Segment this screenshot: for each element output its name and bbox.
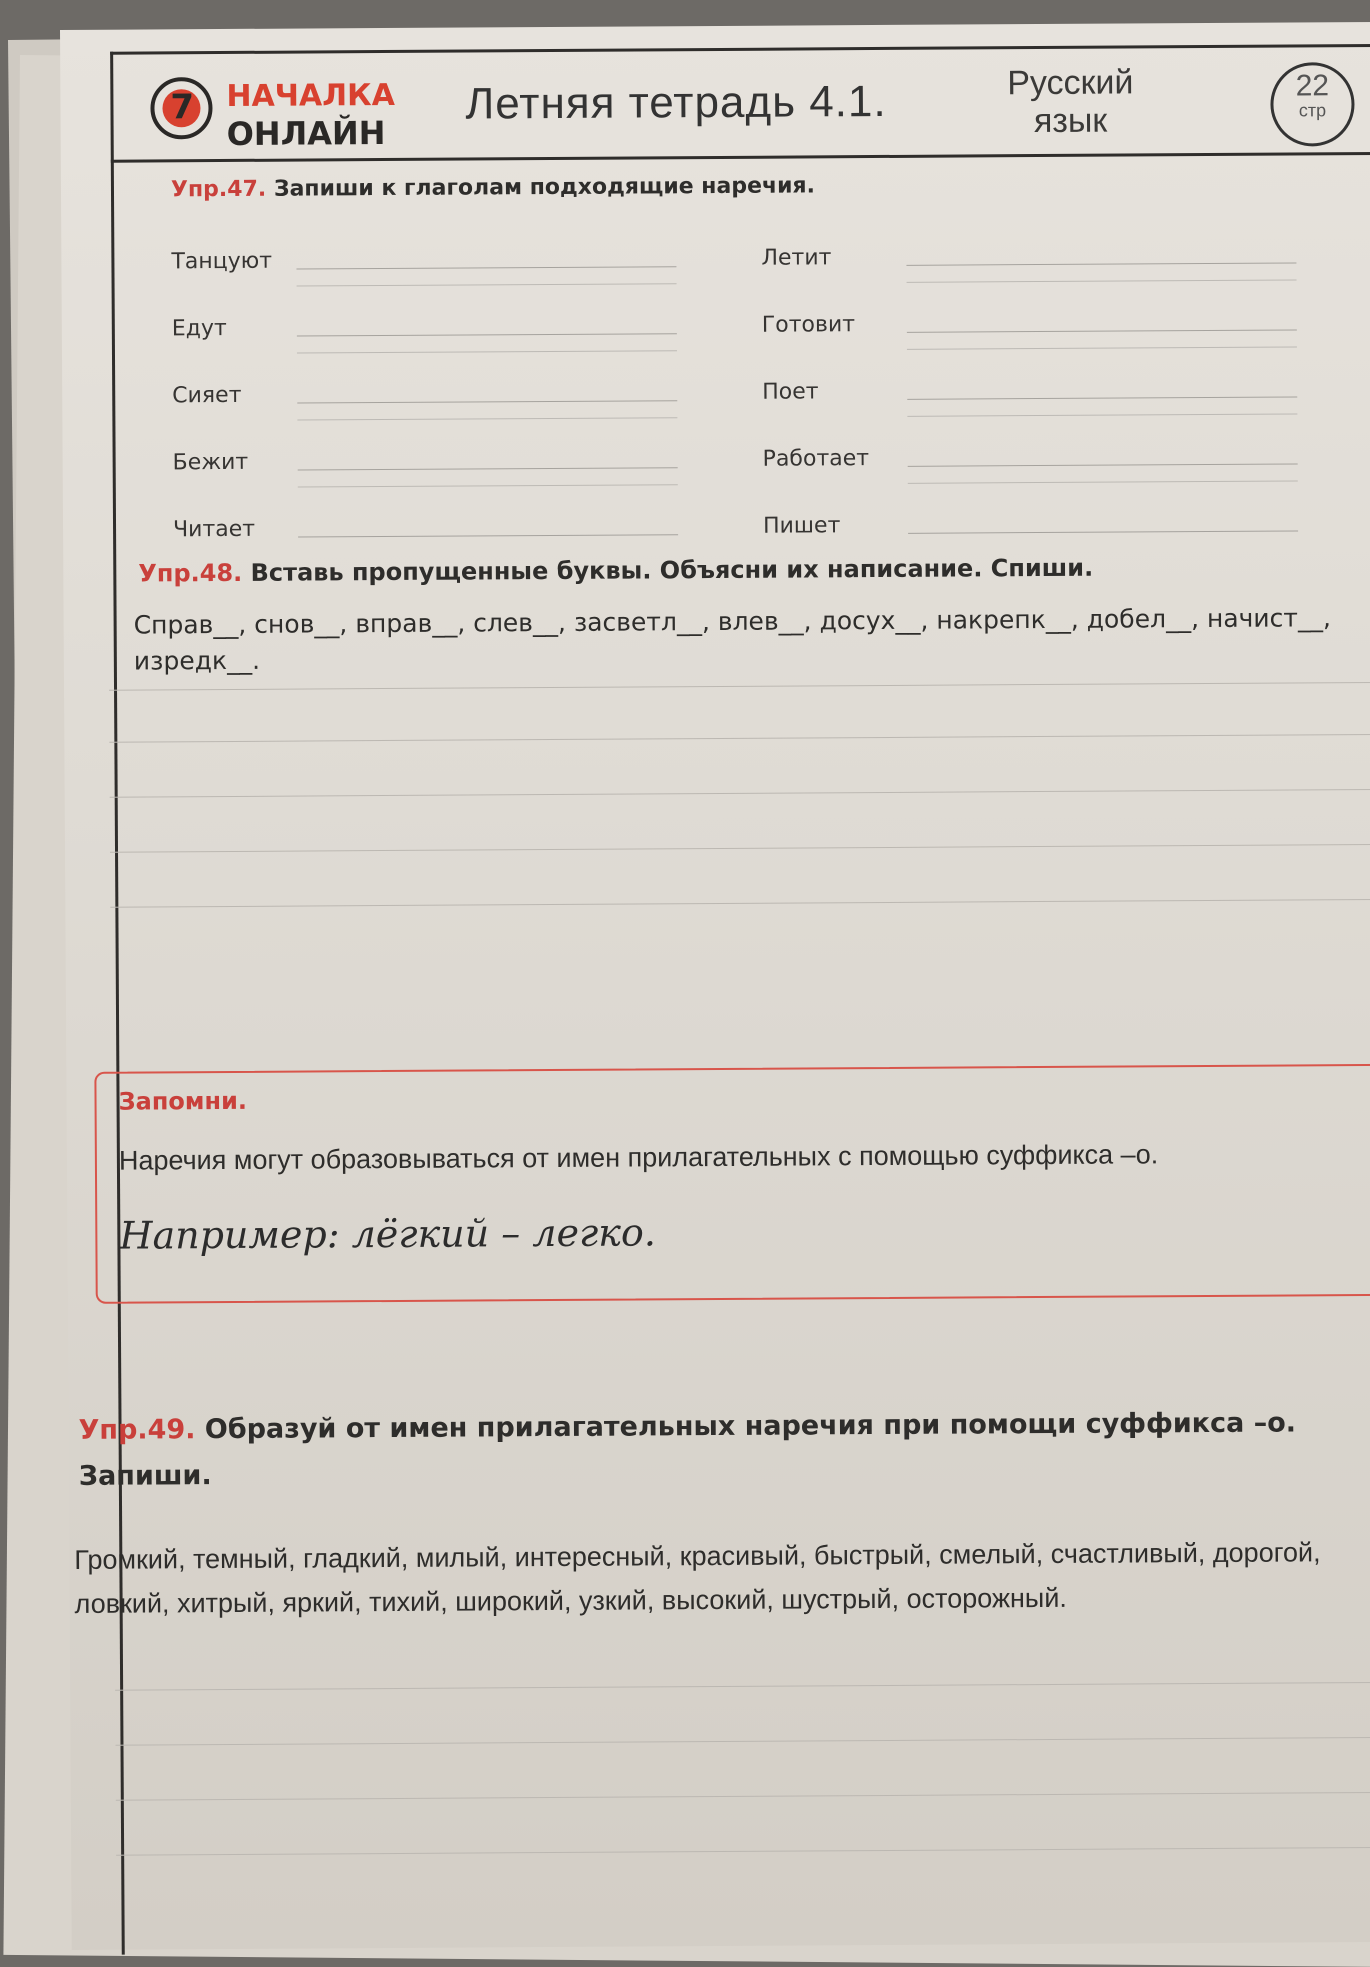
verb-label: Сияет (172, 383, 241, 408)
logo-icon (150, 77, 212, 139)
page-number: 22 (1273, 71, 1351, 101)
exercise-48-words: Справ__, снов__, вправ__, слев__, засветл__, влев__, досух__, накрепк__, добел__, начист__, изредк__. (134, 600, 1370, 680)
exercise-49-words: Громкий, темный, гладкий, милый, интересный, красивый, быстрый, смелый, счастливый, дорогой, ловкий, хитрый, яркий, тихий, широкий, узкий, высокий, шустрый, осторожный. (74, 1530, 1370, 1626)
verb-label: Танцуют (171, 249, 272, 275)
exercise-47-number: Упр.47. (171, 177, 266, 203)
remember-box (94, 1064, 1370, 1304)
verb-label: Читает (173, 517, 255, 543)
exercise-48-instruction: Вставь пропущенные буквы. Объясни их написание. Спиши. (250, 554, 1093, 587)
verb-label: Бежит (173, 450, 249, 475)
exercise-48-number: Упр.48. (138, 559, 242, 588)
verb-label: Пишет (763, 513, 840, 538)
remember-example: Например: лёгкий – легко. (119, 1210, 656, 1257)
subject-label: Русский язык (990, 63, 1150, 140)
workbook-page (60, 22, 1370, 1950)
remember-title: Запомни. (118, 1087, 247, 1116)
exercise-49-title (78, 1400, 1370, 1500)
workbook-title: Летняя тетрадь 4.1. (465, 77, 886, 130)
verb-label: Едут (172, 316, 227, 341)
exercise-49-instruction: Образуй от имен прилагательных наречия при помощи суффикса –о. Запиши. (79, 1407, 1296, 1491)
exercise-49-number: Упр.49. (78, 1414, 195, 1446)
logo-bottom-text: ОНЛАЙН (227, 114, 386, 153)
exercise-48-title (138, 554, 1093, 588)
logo (150, 70, 390, 151)
verb-label: Готовит (762, 312, 855, 338)
verb-label: Поет (762, 379, 819, 404)
page-unit: стр (1273, 101, 1351, 119)
remember-rule: Наречия могут образовываться от имен прилагательных с помощью суффикса –о. (119, 1139, 1158, 1176)
page-number-badge (1270, 62, 1355, 147)
exercise-47-instruction: Запиши к глаголам подходящие наречия. (274, 173, 815, 201)
verb-label: Работает (763, 446, 870, 472)
exercise-47-title (171, 173, 815, 202)
logo-top-text: НАЧАЛКА (226, 78, 395, 114)
verb-label: Летит (761, 245, 831, 270)
